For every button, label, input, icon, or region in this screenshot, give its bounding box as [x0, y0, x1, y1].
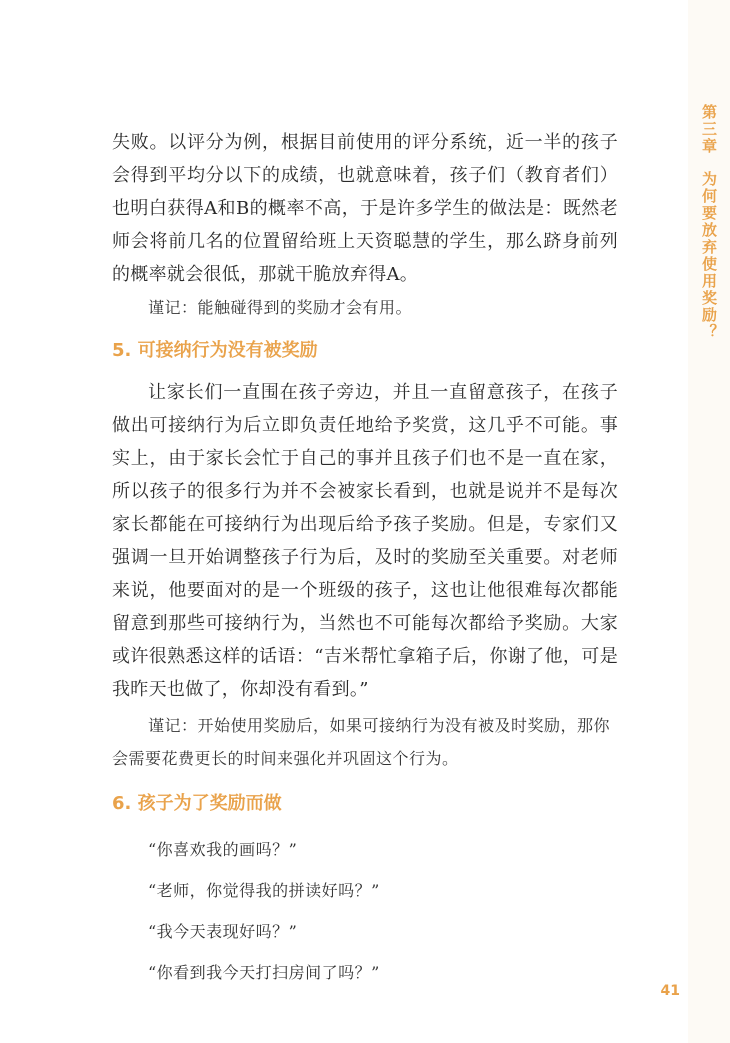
section-6-heading: 6. 孩子为了奖励而做	[112, 793, 282, 814]
chapter-number: 第三章	[700, 104, 718, 155]
chapter-sidebar	[688, 0, 730, 1043]
note-reminder-2: 谨记：开始使用奖励后，如果可接纳行为没有被及时奖励，那你会需要花费更长的时间来强化并巩固这个行为。	[112, 716, 611, 768]
page-number: 41	[660, 983, 680, 999]
section-5-heading: 5. 可接纳行为没有被奖励	[112, 340, 318, 361]
chapter-title: 为何要放弃使用奖励？	[700, 171, 718, 341]
paragraph-continued: 失败。以评分为例，根据目前使用的评分系统，近一半的孩子会得到平均分以下的成绩，也就意味着，孩子们（教育者们）也明白获得A和B的概率不高，于是许多学生的做法是：既然老师会将前几名的位置留给班上天资聪慧的学生，那么跻身前列的概率就会很低，那就干脆放弃得A。	[112, 132, 618, 285]
page-content	[112, 126, 618, 997]
quote-line: “老师，你觉得我的拼读好吗？”	[148, 881, 380, 900]
quote-line: “你喜欢我的画吗？”	[148, 840, 298, 859]
section-5-paragraph: 让家长们一直围在孩子旁边，并且一直留意孩子，在孩子做出可接纳行为后立即负责任地给予奖赏，这几乎不可能。事实上，由于家长会忙于自己的事并且孩子们也不是一直在家，所以孩子的很多行为并不会被家长看到，也就是说并不是每次家长都能在可接纳行为出现后给予孩子奖励。但是，专家们又强调一旦开始调整孩子行为后，及时的奖励至关重要。对老师来说，他要面对的是一个班级的孩子，这也让他很难每次都能留意到那些可接纳行为，当然也不可能每次都给予奖励。大家或许很熟悉这样的话语：“吉米帮忙拿箱子后，你谢了他，可是我昨天也做了，你却没有看到。”	[112, 382, 618, 700]
quote-line: “你看到我今天打扫房间了吗？”	[148, 963, 380, 982]
quote-line: “我今天表现好吗？”	[148, 922, 298, 941]
chapter-label	[698, 104, 720, 341]
note-reminder-1: 谨记：能触碰得到的奖励才会有用。	[148, 298, 413, 317]
